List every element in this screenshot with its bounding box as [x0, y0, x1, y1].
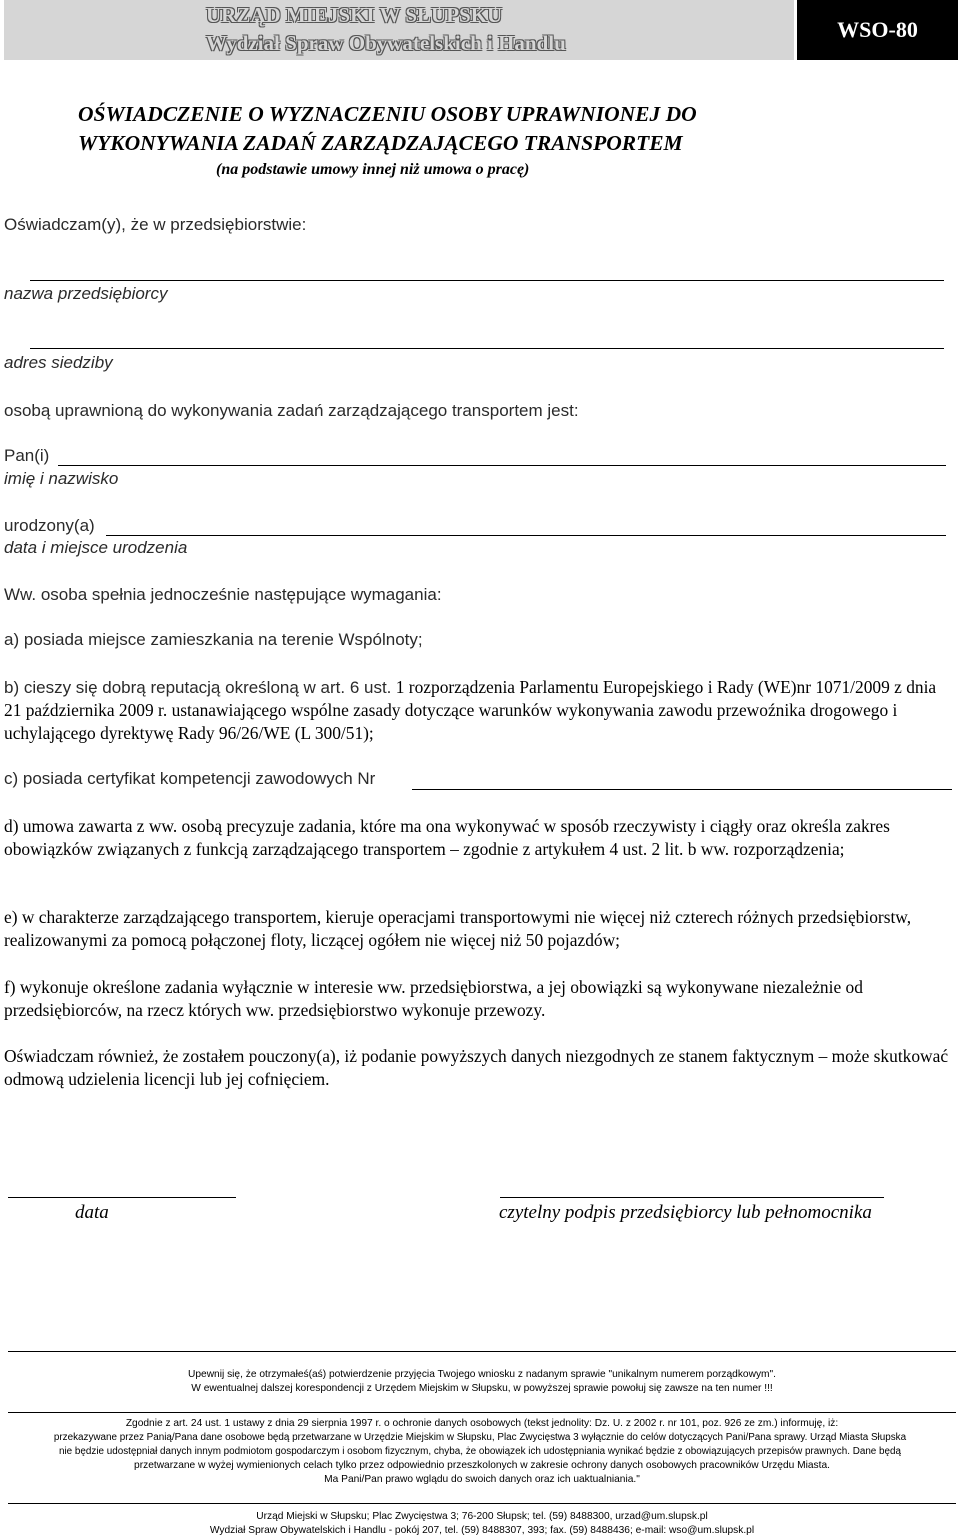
signature-field[interactable] — [500, 1197, 884, 1198]
requirement-b — [4, 676, 954, 745]
signature-label: czytelny podpis przedsiębiorcy lub pełnomocnika — [499, 1202, 872, 1223]
footer-divider-top — [8, 1351, 956, 1352]
requirements-intro: Ww. osoba spełnia jednocześnie następujące wymagania: — [4, 585, 442, 604]
company-name-hint: nazwa przedsiębiorcy — [4, 284, 168, 303]
requirement-b-start: b) cieszy się dobrą reputacją określoną w art. 6 ust. — [4, 678, 392, 697]
gdpr-line-2: przekazywane przez Panią/Pana dane osobowe będą przetwarzane w Urzędzie Miejskim w Słupsku, Plac Zwycięstwa 3 wyłącznie do celów dotyczących Pani/Pana sprawy. Urząd Miasta Słupska — [53, 1432, 907, 1443]
declaration-text: Oświadczam również, że zostałem pouczony(a), iż podanie powyższych danych niezgodnych ze stanem faktycznym – może skutkować odmową udzielenia licencji lub jej cofnięciem. — [4, 1046, 949, 1089]
authorized-person-intro: osobą uprawnioną do wykonywania zadań zarządzającego transportem jest: — [4, 401, 579, 420]
gdpr-line-5: Ma Pani/Pan prawo wglądu do swoich danych oraz ich uaktualniania." — [324, 1474, 640, 1485]
requirement-c: c) posiada certyfikat kompetencji zawodowych Nr — [4, 769, 376, 788]
requirement-e: e) w charakterze zarządzającego transportem, kieruje operacjami transportowymi nie więcej niż czterech różnych przedsiębiorstw, realizowanymi za pomocą połączonej floty, liczącej ogółem nie więcej niż 50 pojazdów; — [4, 907, 912, 950]
gdpr-line-1: Zgodnie z art. 24 ust. 1 ustawy z dnia 29 sierpnia 1997 r. o ochronie danych osobowych (tekst jednolity: Dz. U. z 2002 r. nr 101, poz. 926 ze zm.) informuję, iż: — [125, 1418, 839, 1429]
office-name: URZĄD MIEJSKI W SŁUPSKU — [206, 3, 503, 27]
person-name-hint: imię i nazwisko — [4, 469, 119, 488]
person-label: Pan(i) — [4, 446, 50, 465]
requirement-f: f) wykonuje określone zadania wyłącznie w interesie ww. przedsiębiorstwa, a jej obowiązki są wykonywane niezależnie od przedsiębiorców, na rzecz których ww. przedsiębiorstwo wykonuje przewozy. — [4, 977, 863, 1020]
document-subtitle: (na podstawie umowy innej niż umowa o pracę) — [216, 161, 530, 178]
contact-line-2: Wydział Spraw Obywatelskich i Handlu - pokój 207, tel. (59) 8488307, 393; fax. (59) 8488436; e-mail: wso@um.slupsk.pl — [209, 1525, 755, 1536]
company-name-field[interactable] — [30, 280, 944, 281]
gdpr-line-3: nie będzie udostępniał danych innym podmiotom gospodarczym i osobom fizycznym, chyba, że obowiązek ich udostępniania wynikać będzie z obowiązujących przepisów prawnych. Dane będą — [58, 1446, 902, 1457]
date-field[interactable] — [8, 1197, 236, 1198]
birth-data-hint: data i miejsce urodzenia — [4, 538, 188, 557]
contact-line-1: Urząd Miejski w Słupsku; Plac Zwycięstwa 3; 76-200 Słupsk; tel. (59) 8488300, urzad@um.slupsk.pl — [256, 1511, 708, 1522]
requirement-d: d) umowa zawarta z ww. osobą precyzuje zadania, które ma ona wykonywać w sposób rzeczywisty i ciągły oraz określa zakres obowiązków związanych z funkcją zarządzającego transportem – zgodnie z artykułem 4 ust. 2 lit. b ww. rozporządzenia; — [4, 816, 890, 859]
requirement-b-rest: 1 rozporządzenia Parlamentu Europejskiego i Rady (WE)nr 1071/2009 z dnia 21 października 2009 r. ustanawiającego wspólne zasady dotyczące warunków wykonywania zawodu przewoźnika drogowego i uchylającego dyrektywę Rady 96/26/WE (L 300/51); — [4, 677, 937, 743]
intro-text: Oświadczam(y), że w przedsiębiorstwie: — [4, 215, 307, 234]
born-label: urodzony(a) — [4, 516, 95, 535]
footer-divider-bottom — [8, 1503, 956, 1504]
birth-data-field[interactable] — [106, 535, 946, 536]
document-title-line1: OŚWIADCZENIE O WYZNACZENIU OSOBY UPRAWNIONEJ DO — [78, 102, 697, 126]
certificate-number-field[interactable] — [412, 789, 952, 790]
address-hint: adres siedziby — [4, 353, 113, 372]
notice-line-1: Upewnij się, że otrzymałeś(aś) potwierdzenie przyjęcia Twojego wniosku z nadanym sprawie "unikalnym numerem porządkowym". — [188, 1369, 776, 1380]
document-title-line2: WYKONYWANIA ZADAŃ ZARZĄDZAJĄCEGO TRANSPORTEM — [78, 131, 683, 155]
requirement-a: a) posiada miejsce zamieszkania na terenie Wspólnoty; — [4, 630, 423, 649]
person-name-field[interactable] — [58, 465, 946, 466]
notice-line-2: W ewentualnej dalszej korespondencji z Urzędem Miejskim w Słupsku, w powyższej sprawie powołuj się zawsze na ten numer !!! — [191, 1383, 773, 1394]
form-code-badge: WSO-80 — [797, 0, 958, 60]
department-name: Wydział Spraw Obywatelskich i Handlu — [206, 31, 566, 55]
footer-divider-middle — [8, 1412, 956, 1413]
date-label: data — [75, 1202, 109, 1223]
address-field[interactable] — [30, 348, 944, 349]
gdpr-line-4: przetwarzane w wyżej wymienionych celach tylko przez odpowiednio przeszkolonych w zakresie ochrony danych osobowych pracowników Urzędu Miasta. — [134, 1460, 830, 1471]
